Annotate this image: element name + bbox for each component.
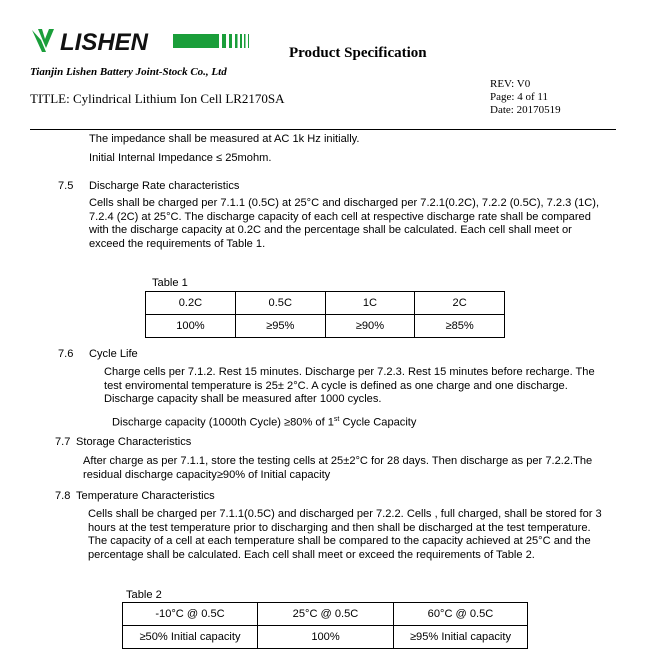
- discharge-rate-table: [145, 291, 505, 338]
- cycle-life-requirement: Discharge capacity (1000th Cycle) ≥80% of 1st Cycle Capacity: [112, 416, 417, 429]
- section-number: 7.8: [55, 490, 71, 502]
- table-cell: ≥85%: [415, 315, 505, 338]
- logo-emblem-icon: [32, 29, 54, 52]
- table-row: [146, 315, 505, 338]
- section-number: 7.5: [58, 180, 74, 192]
- temperature-table: [122, 602, 528, 649]
- table-cell: 100%: [146, 315, 236, 338]
- document-meta: [490, 78, 561, 117]
- table-cell: ≥50% Initial capacity: [123, 626, 258, 649]
- table-row: [146, 292, 505, 315]
- section-number: 7.6: [58, 348, 74, 360]
- section-title: Cycle Life: [89, 348, 138, 360]
- page-number: Page: 4 of 11: [490, 91, 548, 103]
- table-cell: 100%: [258, 626, 394, 649]
- table-cell: 0.5C: [235, 292, 325, 315]
- section-number: 7.7: [55, 436, 71, 448]
- table-caption: Table 1: [152, 277, 188, 289]
- lishen-logo: [30, 26, 290, 56]
- section-title: Storage Characteristics: [76, 436, 192, 448]
- logo-brand-text: LISHEN: [60, 29, 149, 56]
- section-title: Discharge Rate characteristics: [89, 180, 240, 192]
- table-row: [123, 626, 528, 649]
- impedance-value: Initial Internal Impedance ≤ 25mohm.: [89, 152, 272, 164]
- table-cell: 0.2C: [146, 292, 236, 315]
- section-body: Charge cells per 7.1.2. Rest 15 minutes. Discharge per 7.2.3. Rest 15 minutes before recharge. The test enviromental temperature is 25± 2°C. A cycle is defined as one charge and one discharge. Discharge capacity shall be measured after 1000 cycles.: [104, 366, 595, 406]
- logo-stripes-icon: [173, 34, 249, 48]
- impedance-note: The impedance shall be measured at AC 1k Hz initially.: [89, 133, 360, 145]
- table-cell: ≥90%: [325, 315, 415, 338]
- table-caption: Table 2: [126, 589, 162, 601]
- document-title: TITLE: Cylindrical Lithium Ion Cell LR2170SA: [30, 91, 285, 106]
- table-cell: -10°C @ 0.5C: [123, 603, 258, 626]
- section-body: After charge as per 7.1.1, store the testing cells at 25±2°C for 28 days. Then discharge as per 7.2.2.The residual discharge capacity≥90% of Initial capacity: [83, 455, 593, 481]
- table-cell: 2C: [415, 292, 505, 315]
- table-cell: 60°C @ 0.5C: [394, 603, 528, 626]
- table-cell: 25°C @ 0.5C: [258, 603, 394, 626]
- revision: REV: V0: [490, 78, 531, 90]
- table-cell: 1C: [325, 292, 415, 315]
- section-body: Cells shall be charged per 7.1.1(0.5C) and discharged per 7.2.2. Cells , full charged, shall be stored for 3 hours at the test temperature prior to discharging and then shall be discharged at the test temperature. The capacity of a cell at each temperature shall be compared to the capacity achieved at 25°C and the percentage shall be calculated. Each cell shall meet or exceed the requirements of Table 2.: [88, 508, 602, 561]
- table-cell: ≥95% Initial capacity: [394, 626, 528, 649]
- table-row: [123, 603, 528, 626]
- header-divider: [30, 129, 616, 130]
- company-name: Tianjin Lishen Battery Joint-Stock Co., Ltd: [30, 66, 227, 78]
- spec-title: Product Specification: [289, 45, 427, 61]
- section-title: Temperature Characteristics: [76, 490, 215, 502]
- table-cell: ≥95%: [235, 315, 325, 338]
- section-body: Cells shall be charged per 7.1.1 (0.5C) at 25°C and discharged per 7.2.1(0.2C), 7.2.2 (0.5C), 7.2.3 (1C), 7.2.4 (2C) at 25°C. The discharge capacity of each cell at respective discharge rate shall be compared with the discharge capacity at 0.2C and the percentage shall be calculated. Each cell shall meet or exceed the requirements of Table 1.: [89, 197, 600, 250]
- document-date: Date: 20170519: [490, 104, 561, 116]
